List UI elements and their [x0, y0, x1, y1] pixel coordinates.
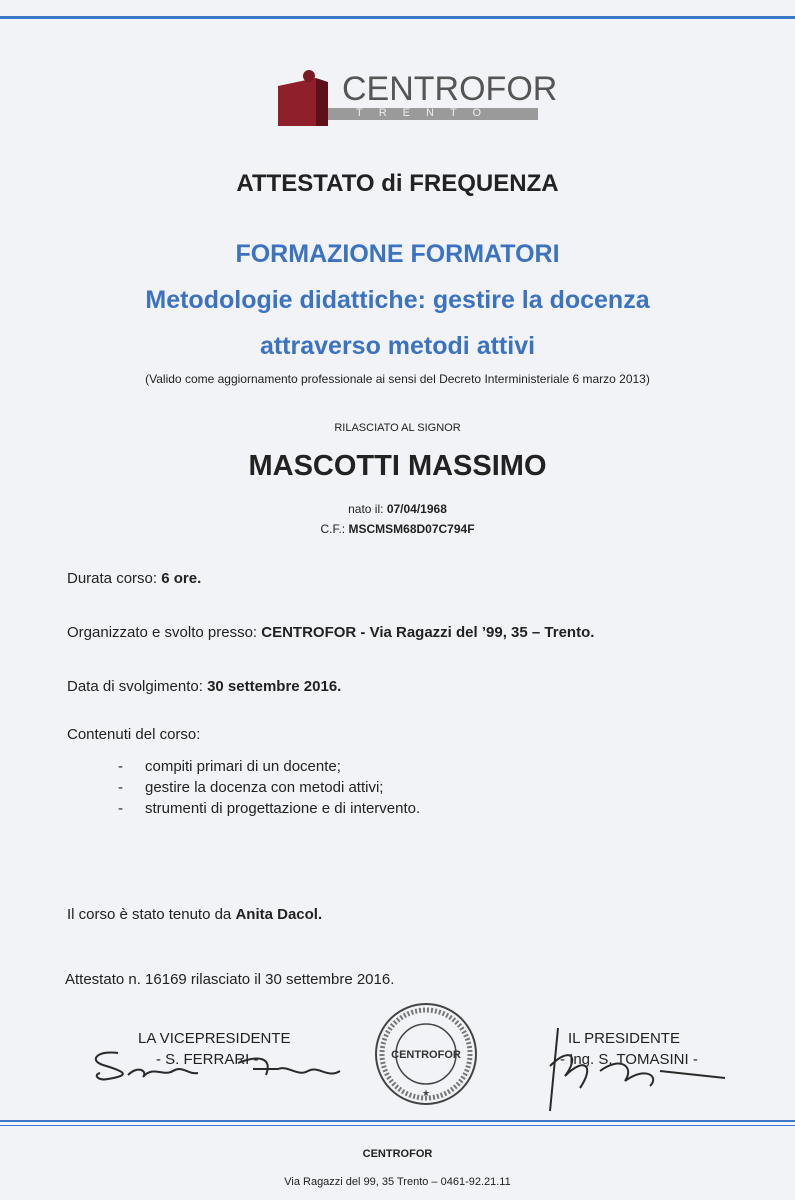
document-title: ATTESTATO di FREQUENZA	[236, 170, 559, 197]
vice-president-name: - S. FERRARI -	[156, 1051, 259, 1068]
duration-label: Durata corso:	[67, 570, 158, 587]
list-item: - strumenti di progettazione e di intervento.	[118, 800, 421, 817]
instructor-value: Anita Dacol.	[235, 906, 323, 923]
course-line-1: FORMAZIONE FORMATORI	[235, 240, 560, 268]
president-signature	[540, 1026, 730, 1116]
organized-row	[67, 624, 594, 641]
date-value: 30 settembre 2016.	[207, 678, 342, 695]
list-item: - compiti primari di un docente;	[118, 758, 341, 775]
birth-date-value: 07/04/1968	[386, 502, 447, 516]
list-item-text: gestire la docenza con metodi attivi;	[145, 779, 384, 796]
course-note: (Valido come aggiornamento professionale ai sensi del Decreto Interministeriale 6 marzo 2013)	[145, 372, 650, 386]
stamp-seal	[372, 1000, 480, 1108]
fiscal-code-label: C.F.:	[320, 522, 346, 536]
footer-address: Via Ragazzi del 99, 35 Trento – 0461-92.21.11	[284, 1176, 511, 1188]
duration-value: 6 ore.	[161, 570, 202, 587]
centrofor-logo	[276, 68, 558, 128]
duration-row	[67, 570, 201, 587]
president-name: - Ing. S. TOMASINI -	[560, 1051, 698, 1068]
certificate-number: Attestato n. 16169 rilasciato il 30 settembre 2016.	[65, 971, 395, 988]
president-title: IL PRESIDENTE	[568, 1030, 680, 1047]
svg-text:★: ★	[421, 1088, 431, 1098]
course-line-3: attraverso metodi attivi	[259, 332, 536, 360]
fiscal-code-value: MSCMSM68D07C794F	[348, 522, 475, 536]
recipient-intro: RILASCIATO AL SIGNOR	[334, 422, 461, 434]
recipient-name: MASCOTTI MASSIMO	[248, 450, 547, 482]
list-item-text: strumenti di progettazione e di intervento.	[145, 800, 421, 817]
stamp-text: CENTROFOR	[391, 1049, 461, 1061]
instructor-row	[67, 906, 322, 923]
contents-label: Contenuti del corso:	[67, 726, 201, 743]
logo-sub: TRENTO	[356, 107, 498, 119]
vice-president-title: LA VICEPRESIDENTE	[138, 1030, 291, 1047]
date-row	[67, 678, 341, 695]
list-item: - gestire la docenza con metodi attivi;	[118, 779, 384, 796]
list-item-text: compiti primari di un docente;	[145, 758, 341, 775]
organized-label: Organizzato e svolto presso:	[67, 624, 258, 641]
instructor-label: Il corso è stato tenuto da	[67, 906, 232, 923]
bottom-rule-1	[0, 1120, 795, 1122]
logo-name: CENTROFOR	[342, 70, 558, 108]
course-line-2: Metodologie didattiche: gestire la docenza	[145, 286, 650, 314]
top-rule	[0, 16, 795, 19]
birth-date-label: nato il:	[348, 502, 384, 516]
date-label: Data di svolgimento:	[67, 678, 203, 695]
fiscal-code-row	[0, 522, 795, 536]
bottom-rule-2	[0, 1125, 795, 1126]
birth-date-row	[0, 502, 795, 516]
vice-president-signature	[88, 1035, 348, 1095]
organized-value: CENTROFOR - Via Ragazzi del ’99, 35 – Trento.	[261, 624, 595, 641]
footer-org: CENTROFOR	[362, 1148, 433, 1160]
